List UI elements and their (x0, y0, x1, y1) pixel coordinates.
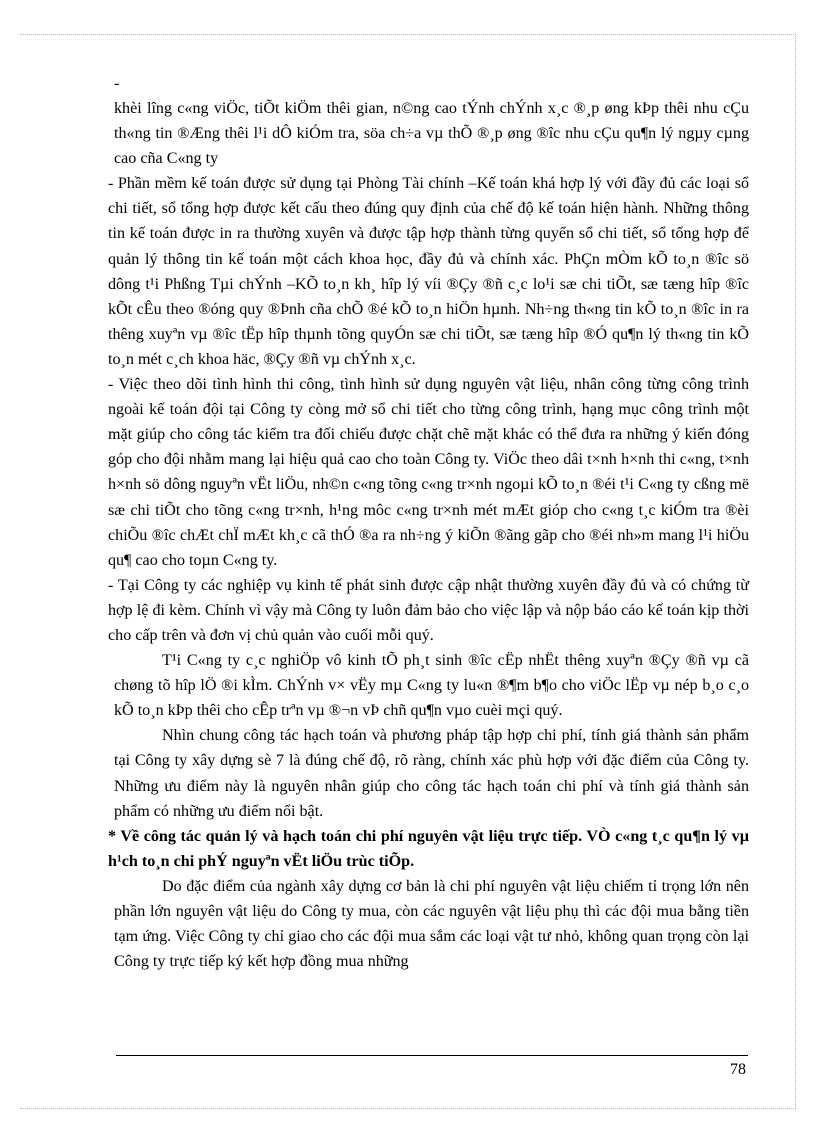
page-number: 78 (730, 1061, 746, 1078)
paragraph-transactions: - Tại Công ty các nghiệp vụ kinh tế phát sinh được cập nhật thường xuyên đầy đủ và có chứng từ hợp lệ đi kèm. Chính vì vậy mà Công ty luôn đảm bảo cho việc lập và nộp báo cáo kế toán kịp thời cho cấp trên và đơn vị chủ quản vào cuối mỗi quý. (108, 576, 749, 644)
paragraph-construction-tracking: - Việc theo dõi tình hình thi công, tình hình sử dụng nguyên vật liệu, nhân công từng công trình ngoài kế toán đội tại Công ty còng mở sổ chi tiết cho từng công trình, hạng mục công trình một mặt giúp cho công tác kiểm tra đối chiếu được chặt chẽ mặt khác có thể đưa ra những ý kiến đóng góp cho đội nhằm mang lại hiệu quả cao cho toàn Công ty. ViÖc theo dâi t×nh h×nh thi c«ng, t×nh h×nh sö dông nguyªn vËt liÖu, nh©n c«ng tõng c«ng tr×nh ngoµi kÕ to¸n ®éi t¹i C«ng ty cßng më sæ chi tiÕt cho tõng c«ng tr×nh, h¹ng môc c«ng tr×nh mét mÆt gióp cho c«ng t¸c kiÓm tra ®èi chiÕu ®îc chÆt chÏ mÆt kh¸c cã thÓ ®a ra nh÷ng ý kiÕn ®ãng gãp cho ®éi nh»m mang l¹i hiÖu qu¶ cao cho toµn C«ng ty. (108, 376, 749, 569)
paragraph-summary: Nhìn chung công tác hạch toán và phương pháp tập hợp chi phí, tính giá thành sản phẩm tại Công ty xây dựng sè 7 là đúng chế độ, rõ ràng, chính xác phù hợp với đặc điểm của Công ty. Những ưu điểm này là nguyên nhân giúp cho công tác hạch toán chi phí và tính giá thành sản phẩm có những ưu điểm nổi bật. (114, 727, 749, 820)
top-dash-marker: - (114, 75, 120, 92)
document-body (108, 72, 749, 974)
section-heading-materials: * Về công tác quản lý và hạch toán chi phí nguyên vật liệu trực tiếp. VÒ c«ng t¸c qu¶n lý vµ h¹ch to¸n chi phÝ nguyªn vËt liÖu trùc tiÕp. (108, 827, 749, 870)
paragraph-software: - Phần mềm kế toán được sử dụng tại Phòng Tài chính –Kế toán khá hợp lý với đầy đủ các loại sổ chi tiết, sổ tổng hợp được kết cấu theo đúng quy định của chế độ kế toán hiện hành. Những thông tin kế toán được in ra thường xuyên và được tập hợp thành từng quyển sổ chi tiết, sổ tổng hợp để quản lý thông tin kế toán một cách khoa học, đầy đủ và chính xác. PhÇn mÒm kÕ to¸n ®îc sö dông t¹i Phßng Tµi chÝnh –KÕ to¸n kh¸ hîp lý víi ®Çy ®ñ c¸c lo¹i sæ chi tiÕt, sæ tæng hîp ®îc kÕt cÊu theo ®óng quy ®Þnh cña chÕ ®é kÕ to¸n hiÖn hµnh. Nh÷ng th«ng tin kÕ to¸n ®îc in ra thêng xuyªn vµ ®îc tËp hîp thµnh tõng quyÓn sæ chi tiÕt, sæ tæng hîp ®Ó qu¶n lý th«ng tin kÕ to¸n mét c¸ch khoa häc, ®Çy ®ñ vµ chÝnh x¸c. (108, 175, 749, 368)
paragraph-1: khèi lîng c«ng viÖc, tiÕt kiÖm thêi gian, n©ng cao tÝnh chÝnh x¸c ®¸p øng kÞp thêi nhu cÇu th«ng tin ®Æng thêi l¹i dÔ kiÓm tra, söa ch÷a vµ thÕ ®¸p øng ®îc nhu cÇu qu¶n lý ngµy cµng cao cña C«ng ty (114, 100, 749, 168)
paragraph-materials: Do đặc điểm của ngành xây dựng cơ bản là chi phí nguyên vật liệu chiếm tỉ trọng lớn nên phần lớn nguyên vật liệu do Công ty mua, còn các nguyên vật liệu phụ thì các đội mua bằng tiền tạm ứng. Việc Công ty chỉ giao cho các đội mua sắm các loại vật tư nhỏ, không quan trọng còn lại Công ty trực tiếp ký kết hợp đồng mua những (114, 877, 749, 971)
paragraph-transactions-legacy: T¹i C«ng ty c¸c nghiÖp vô kinh tÕ ph¸t sinh ®îc cËp nhËt thêng xuyªn ®Çy ®ñ vµ cã chøng tõ hîp lÖ ®i kÌm. ChÝnh v× vËy mµ C«ng ty lu«n ®¶m b¶o cho viÖc lËp vµ nép b¸o c¸o kÕ to¸n kÞp thêi cho cÊp trªn vµ ®¬n vÞ chñ qu¶n vµo cuèi mçi quý. (114, 652, 749, 720)
footer-rule (116, 1055, 748, 1056)
